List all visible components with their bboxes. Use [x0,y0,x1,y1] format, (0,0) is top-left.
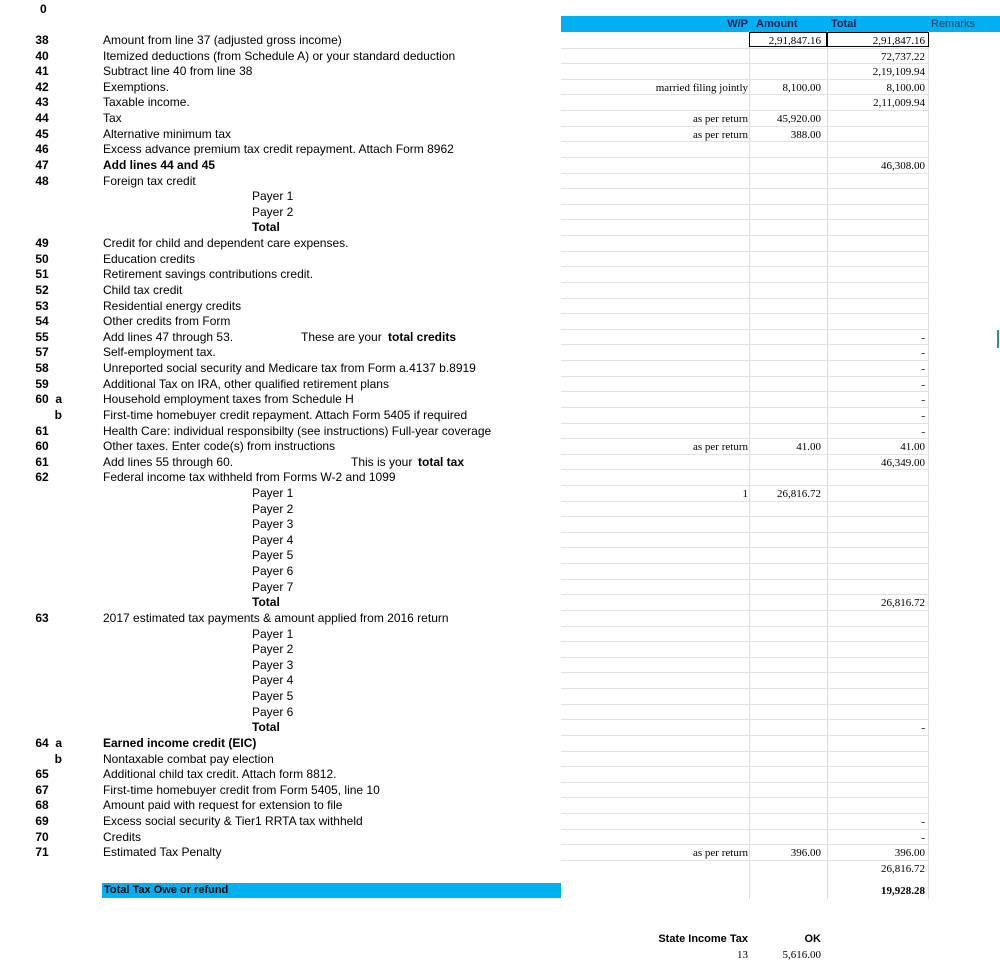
amount-cell[interactable]: 8,100.00 [782,82,821,94]
grid-line [561,735,929,736]
line-description[interactable]: Self-employment tax. [103,345,216,359]
line-sub-letter[interactable]: b [54,752,62,766]
cell-cursor-marker [997,330,999,348]
line-description[interactable]: 2017 estimated tax payments & amount applied from 2016 return [103,611,449,625]
header-amount[interactable]: Amount [756,18,798,30]
amount-cell[interactable]: 41.00 [796,441,821,453]
line-number[interactable]: 57 [35,345,49,359]
line-number[interactable]: 58 [35,361,49,375]
grid-line [561,594,929,595]
total-tax-owe-label[interactable]: Total Tax Owe or refund [104,884,229,896]
line-number[interactable]: 44 [35,111,49,125]
payer-label[interactable]: Payer 6 [252,705,294,719]
grid-line [561,251,929,252]
line-number[interactable]: 45 [35,127,49,141]
total-column-line [827,31,828,899]
grid-line [561,469,929,470]
payer-label[interactable]: Payer 3 [252,517,294,531]
line-description[interactable]: Unreported social security and Medicare tax from Form a.4137 b.8919 [103,361,476,375]
payer-label[interactable]: Payer 4 [252,673,294,687]
line-description[interactable]: Subtract line 40 from line 38 [103,64,253,78]
grid-line [561,610,929,611]
line-number[interactable]: 65 [35,767,49,781]
amount-cell[interactable]: 26,816.72 [777,488,821,500]
line-description[interactable]: Nontaxable combat pay election [103,752,274,766]
grid-line [561,266,929,267]
grid-line [561,751,929,752]
state-amount[interactable]: 5,616.00 [782,949,821,961]
line-description[interactable]: Amount from line 37 (adjusted gross income) [103,33,342,47]
total-cell[interactable]: - [921,426,925,438]
line-number[interactable]: 61 [35,455,49,469]
grid-line [561,110,929,111]
grid-line [561,79,929,80]
grid-line [561,454,929,455]
amount-cell[interactable]: 388.00 [790,129,821,141]
grid-line [561,688,929,689]
amount-column-line [749,31,750,899]
corner-cell[interactable]: 0 [40,2,47,16]
payer-label[interactable]: Payer 2 [252,205,294,219]
grid-line [561,173,929,174]
line-description[interactable]: Itemized deductions (from Schedule A) or your standard deduction [103,49,456,63]
total-cell[interactable]: 2,19,109.94 [872,66,925,78]
grid-line [561,844,929,845]
line-number[interactable]: 50 [35,252,49,266]
grid-line [561,766,929,767]
summary-note-emphasis[interactable]: total tax [418,455,465,469]
amount-cell[interactable]: 2,91,847.16 [768,35,821,47]
total-cell[interactable]: 26,816.72 [881,863,925,875]
line-number[interactable]: 48 [35,174,49,188]
line-description[interactable]: Excess social security & Tier1 RRTA tax withheld [103,814,363,828]
line-number[interactable]: 49 [35,236,49,250]
grid-line [561,782,929,783]
summary-note[interactable]: These are your [301,330,382,344]
total-cell[interactable]: - [921,379,925,391]
grid-line [561,626,929,627]
line-number[interactable]: 43 [35,95,49,109]
grid-line [561,829,929,830]
grid-line [561,63,929,64]
total-cell[interactable]: - [921,332,925,344]
line-sub-letter[interactable]: a [55,392,62,406]
line-description[interactable]: Add lines 47 through 53. [103,330,234,344]
total-cell[interactable]: 41.00 [900,441,925,453]
total-cell[interactable]: - [921,394,925,406]
payer-label[interactable]: Payer 3 [252,658,294,672]
grid-line [561,860,929,861]
line-description[interactable]: Estimated Tax Penalty [103,845,222,859]
grid-line [561,438,929,439]
remarks-column-line [928,31,929,899]
payer-label[interactable]: Total [252,720,280,734]
grid-line [561,485,929,486]
line-number[interactable]: 42 [35,80,49,94]
payer-label[interactable]: Payer 7 [252,580,294,594]
line-number[interactable]: 59 [35,377,49,391]
grid-line [561,360,929,361]
wp-cell[interactable]: as per return [693,847,748,859]
wp-cell[interactable]: as per return [693,441,748,453]
line-description[interactable]: Exemptions. [103,80,170,94]
payer-label[interactable]: Payer 4 [252,533,294,547]
payer-label[interactable]: Payer 6 [252,564,294,578]
line-description[interactable]: First-time homebuyer credit repayment. Attach Form 5405 if required [103,408,468,422]
line-number[interactable]: 52 [35,283,49,297]
line-description[interactable]: Health Care: individual responsibilty (see instructions) Full-year coverage [103,424,492,438]
payer-label[interactable]: Payer 1 [252,486,294,500]
line-description[interactable]: Federal income tax withheld from Forms W-2 and 1099 [103,470,396,484]
grid-line [561,188,929,189]
line-number[interactable]: 67 [35,783,49,797]
line-number[interactable]: 38 [35,33,49,47]
line-description[interactable]: Taxable income. [103,95,190,109]
line-description[interactable]: Credits [103,830,142,844]
grid-line [561,672,929,673]
total-cell[interactable]: - [921,363,925,375]
total-cell[interactable]: 26,816.72 [881,597,925,609]
wp-cell[interactable]: as per return [693,129,748,141]
payer-label[interactable]: Total [252,220,280,234]
line-description[interactable]: Education credits [103,252,196,266]
amount-cell[interactable]: 45,920.00 [777,113,821,125]
grid-line [561,157,929,158]
grid-line [561,313,929,314]
wp-cell[interactable]: 1 [742,488,748,500]
grid-line [561,126,929,127]
line-number[interactable]: 40 [35,49,49,63]
grid-line [561,329,929,330]
grid-line [561,376,929,377]
line-number[interactable]: 53 [35,299,49,313]
grid-line [561,391,929,392]
grid-line [561,298,929,299]
grid-line [561,532,929,533]
wp-cell[interactable]: as per return [693,113,748,125]
grid-line [561,407,929,408]
line-number[interactable]: 71 [35,845,49,859]
total-cell[interactable]: 396.00 [894,847,925,859]
line-description[interactable]: Child tax credit [103,283,183,297]
total-cell[interactable]: 2,91,847.16 [872,35,925,47]
grid-line [561,813,929,814]
grid-line [561,563,929,564]
grid-line [561,516,929,517]
total-cell[interactable]: 8,100.00 [886,82,925,94]
total-cell[interactable]: 2,11,009.94 [873,97,925,109]
grid-line [561,704,929,705]
grid-line [561,641,929,642]
grid-line [561,94,929,95]
line-number[interactable]: 41 [35,64,49,78]
payer-label[interactable]: Payer 1 [252,189,294,203]
line-description[interactable]: First-time homebuyer credit from Form 5405, line 10 [103,783,380,797]
header-remarks[interactable]: Remarks [931,18,976,30]
line-number[interactable]: 60 [35,439,49,453]
line-description[interactable]: Alternative minimum tax [103,127,232,141]
line-description[interactable]: Additional child tax credit. Attach form 8812. [103,767,337,781]
line-number[interactable]: 68 [35,798,49,812]
line-number[interactable]: 54 [35,314,49,328]
total-cell[interactable]: 46,349.00 [881,457,925,469]
grid-line [561,48,929,49]
total-cell[interactable]: 46,308.00 [881,160,925,172]
payer-label[interactable]: Payer 2 [252,642,294,656]
summary-note[interactable]: This is your [351,455,413,469]
payer-label[interactable]: Payer 2 [252,502,294,516]
line-description[interactable]: Add lines 55 through 60. [103,455,234,469]
header-total[interactable]: Total [831,18,857,30]
grid-line [561,204,929,205]
line-description[interactable]: Foreign tax credit [103,174,196,188]
payer-label[interactable]: Payer 5 [252,548,294,562]
total-cell[interactable]: - [921,347,925,359]
grid-line [561,797,929,798]
line-description[interactable]: Other credits from Form [103,314,231,328]
total-cell[interactable]: - [921,410,925,422]
line-description[interactable]: Retirement savings contributions credit. [103,267,314,281]
payer-label[interactable]: Payer 5 [252,689,294,703]
grid-line [561,219,929,220]
line-description[interactable]: Tax [103,111,122,125]
grid-line [561,547,929,548]
header-wp[interactable]: W/P [727,18,748,30]
total-cell[interactable]: - [921,816,925,828]
line-description[interactable]: Residential energy credits [103,299,242,313]
line-number[interactable]: 69 [35,814,49,828]
total-cell[interactable]: - [921,832,925,844]
line-number[interactable]: 46 [35,142,49,156]
line-description[interactable]: Household employment taxes from Schedule H [103,392,354,406]
payer-label[interactable]: Payer 1 [252,627,294,641]
grid-line [561,344,929,345]
summary-note-emphasis[interactable]: total credits [388,330,457,344]
grid-line [561,657,929,658]
line-description[interactable]: Amount paid with request for extension to file [103,798,343,812]
line-number[interactable]: 51 [35,267,49,281]
line-sub-letter[interactable]: b [54,408,62,422]
grid-line [561,141,929,142]
line-description[interactable]: Additional Tax on IRA, other qualified retirement plans [103,377,389,391]
line-number[interactable]: 60 [35,392,49,406]
grid-line [561,719,929,720]
line-sub-letter[interactable]: a [55,736,62,750]
payer-label[interactable]: Total [252,595,280,609]
amount-cell[interactable]: 396.00 [790,847,821,859]
state-count[interactable]: 13 [737,949,748,961]
grid-line [561,423,929,424]
line-number[interactable]: 47 [35,158,49,172]
total-cell[interactable]: - [921,722,925,734]
line-description[interactable]: Other taxes. Enter code(s) from instructions [103,439,336,453]
line-number[interactable]: 64 [35,736,49,750]
grid-line [561,282,929,283]
line-number[interactable]: 55 [35,330,49,344]
line-description[interactable]: Credit for child and dependent care expenses. [103,236,349,250]
line-description[interactable]: Excess advance premium tax credit repayment. Attach Form 8962 [103,142,454,156]
line-number[interactable]: 70 [35,830,49,844]
state-income-tax-label[interactable]: State Income Tax [658,933,748,945]
wp-cell[interactable]: married filing jointly [655,82,748,94]
line-number[interactable]: 63 [35,611,49,625]
total-tax-owe-value[interactable]: 19,928.28 [881,885,925,897]
line-description[interactable]: Earned income credit (EIC) [103,736,257,750]
grid-line [561,501,929,502]
line-description[interactable]: Add lines 44 and 45 [103,158,216,172]
state-status[interactable]: OK [804,933,821,945]
grid-line [561,235,929,236]
total-cell[interactable]: 72,737.22 [881,51,925,63]
line-number[interactable]: 61 [35,424,49,438]
grid-line [561,579,929,580]
line-number[interactable]: 62 [35,470,49,484]
